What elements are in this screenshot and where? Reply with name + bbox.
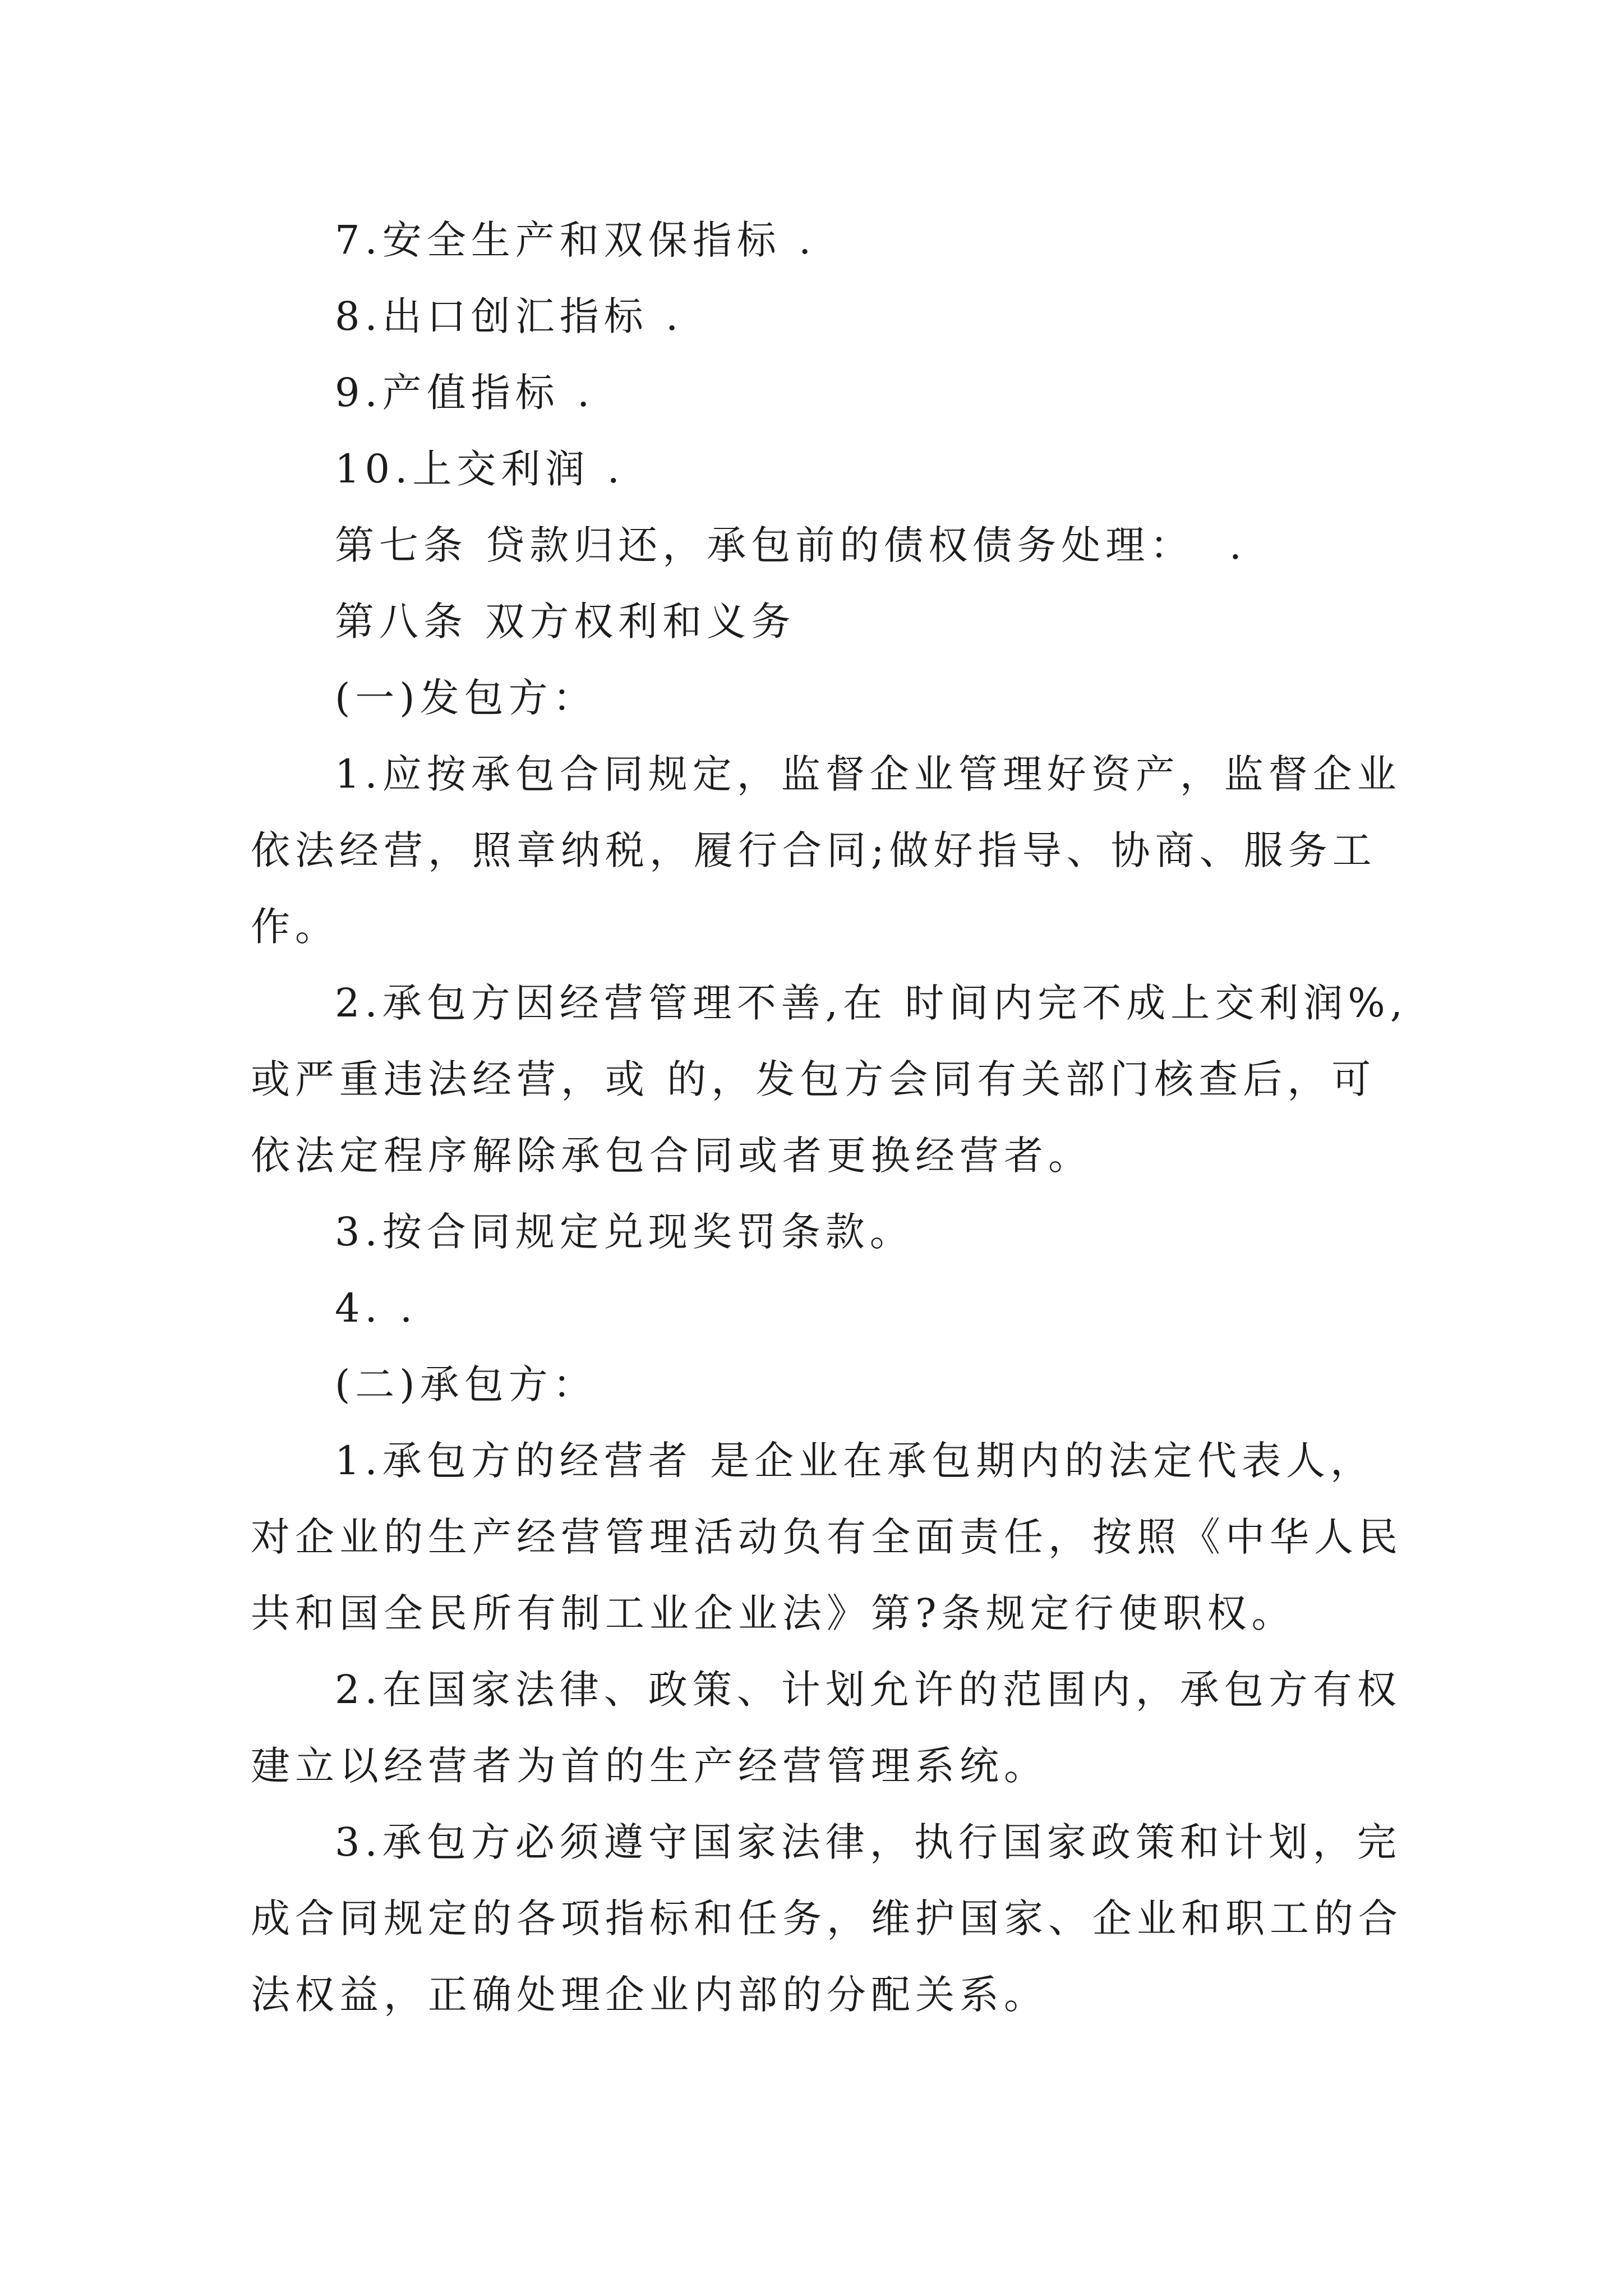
text-line: 依法经营，照章纳税，履行合同;做好指导、协商、服务工 (251, 827, 1377, 873)
text-line: 成合同规定的各项指标和任务，维护国家、企业和职工的合 (251, 1895, 1403, 1941)
text-line: 对企业的生产经营管理活动负有全面责任，按照《中华人民 (251, 1514, 1403, 1560)
text-line: 或严重违法经营，或 的，发包方会同有关部门核查后，可 (251, 1056, 1376, 1102)
text-line: 法权益，正确处理企业内部的分配关系。 (251, 1972, 1048, 2018)
text-line: 1.承包方的经营者 是企业在承包期内的法定代表人， (335, 1438, 1375, 1484)
text-line: 7.安全生产和双保指标 . (335, 217, 817, 263)
text-line: 3.按合同规定兑现奖罚条款。 (335, 1209, 914, 1255)
text-line: 依法定程序解除承包合同或者更换经营者。 (251, 1133, 1092, 1179)
text-line: (一)发包方： (335, 675, 597, 721)
text-line: 1.应按承包合同规定，监督企业管理好资产，监督企业 (335, 751, 1401, 797)
text-line: 2.在国家法律、政策、计划允许的范围内，承包方有权 (335, 1667, 1401, 1713)
text-line: 第七条 贷款归还，承包前的债权债务处理： . (335, 522, 1247, 568)
text-line: 10.上交利润 . (335, 446, 625, 492)
document-body (251, 202, 1408, 2033)
text-line: 第八条 双方权利和义务 (335, 599, 796, 645)
text-line: 2.承包方因经营管理不善,在 时间内完不成上交利润%, (335, 980, 1408, 1026)
text-line: 4. . (335, 1285, 418, 1331)
text-line: 9.产值指标 . (335, 370, 595, 416)
text-line: 3.承包方必须遵守国家法律，执行国家政策和计划，完 (335, 1819, 1401, 1865)
text-line: 建立以经营者为首的生产经营管理系统。 (251, 1743, 1048, 1789)
text-line: 共和国全民所有制工业企业法》第?条规定行使职权。 (251, 1590, 1296, 1636)
text-line: 8.出口创汇指标 . (335, 293, 684, 339)
text-line: (二)承包方： (335, 1361, 597, 1407)
text-line: 作。 (251, 904, 339, 950)
